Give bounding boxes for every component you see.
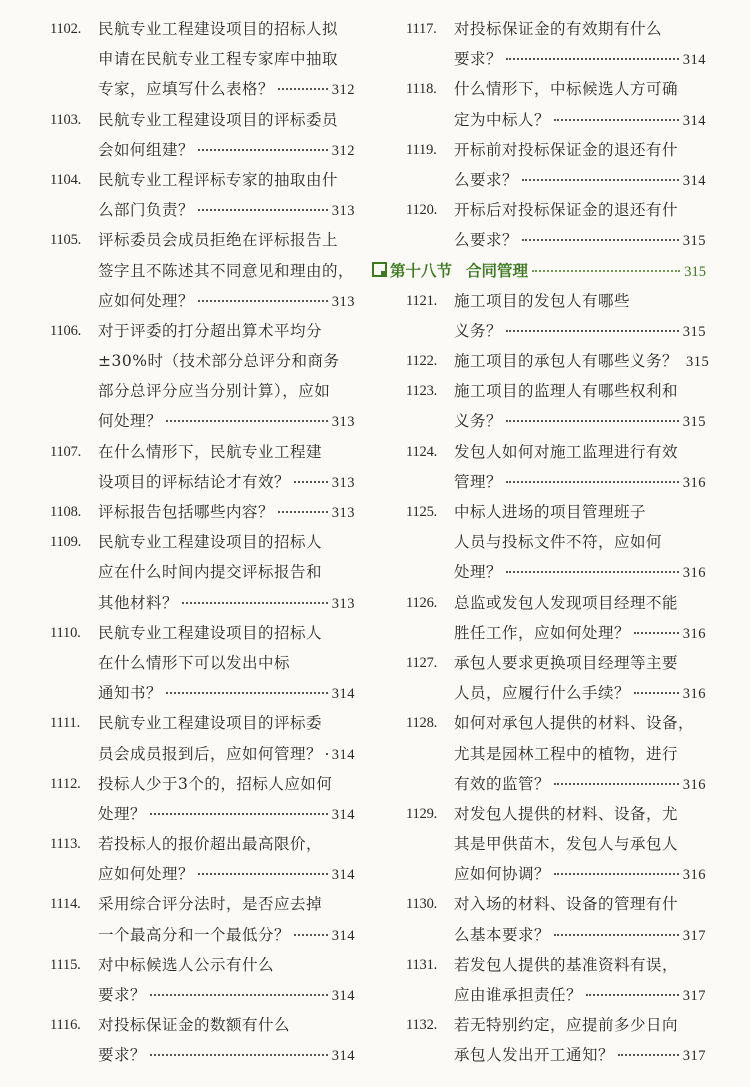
leader-dots <box>278 511 328 513</box>
toc-entry[interactable] <box>406 648 706 708</box>
toc-entry[interactable] <box>50 769 355 829</box>
leader-dots <box>522 239 679 241</box>
leader-dots <box>618 1054 679 1056</box>
entry-line: 对发包人提供的材料、设备，尤 <box>454 804 679 823</box>
toc-entry[interactable] <box>406 376 706 436</box>
entry-line: 对中标候选人公示有什么 <box>98 955 275 974</box>
entry-line <box>454 225 706 255</box>
entry-number: 1111. <box>50 715 81 732</box>
entry-line <box>98 195 355 225</box>
entry-text: 要求？ <box>98 1046 147 1065</box>
entry-body <box>454 346 710 376</box>
toc-entry[interactable] <box>50 105 355 165</box>
page-number: 313 <box>331 595 355 612</box>
entry-number: 1106. <box>50 322 82 339</box>
entry-text: 处理？ <box>98 804 147 823</box>
entry-line: 发包人如何对施工监理进行有效 <box>454 442 679 461</box>
entry-line <box>98 739 355 769</box>
toc-entry[interactable] <box>50 437 355 497</box>
page-number: 314 <box>331 686 355 703</box>
entry-line <box>454 467 706 497</box>
toc-entry[interactable] <box>406 708 706 799</box>
entry-number: 1108. <box>50 504 82 520</box>
toc-entry[interactable] <box>406 588 706 648</box>
entry-text: 应如何协调？ <box>454 865 551 884</box>
entry-text: 员会成员报到后，应如何管理？ <box>98 744 323 763</box>
toc-entry[interactable] <box>50 1010 355 1070</box>
entry-body <box>454 195 706 255</box>
leader-dots <box>532 270 680 272</box>
entry-number: 1128. <box>406 715 438 732</box>
entry-line: 如何对承包人提供的材料、设备， <box>454 714 695 733</box>
entry-line <box>98 135 355 165</box>
page-number: 314 <box>331 746 355 763</box>
entry-number: 1114. <box>50 896 81 913</box>
entry-line: 开标后对投标保证金的退还有什 <box>454 201 679 220</box>
page-number: 315 <box>686 354 710 371</box>
entry-line: 部分总评分应当分别计算），应如 <box>98 382 331 401</box>
toc-entry[interactable] <box>50 14 355 105</box>
toc-entry[interactable] <box>50 497 355 527</box>
page-number: 315 <box>682 323 706 340</box>
entry-body <box>98 618 355 709</box>
entry-text: 应如何处理？ <box>98 291 195 310</box>
leader-dots <box>166 420 328 422</box>
page-number: 313 <box>331 414 355 431</box>
entry-line <box>454 618 706 648</box>
page-number: 314 <box>682 52 706 69</box>
entry-line <box>98 678 355 708</box>
entry-line <box>98 74 355 104</box>
entry-line <box>454 165 706 195</box>
entry-number: 1122. <box>406 353 438 370</box>
leader-dots <box>182 602 328 604</box>
entry-line: 总监或发包人发现项目经理不能 <box>454 593 679 612</box>
leader-dots <box>634 692 679 694</box>
leader-dots <box>554 873 679 875</box>
leader-dots <box>198 209 328 211</box>
entry-number: 1119. <box>406 141 437 158</box>
entry-line: 承包人要求更换项目经理等主要 <box>454 653 679 672</box>
entry-line: 在什么情形下，民航专业工程建 <box>98 442 323 461</box>
page-number: 312 <box>331 82 355 99</box>
entry-body <box>98 950 355 1010</box>
section-label: 第十八节 <box>390 260 453 280</box>
page-number: 314 <box>331 927 355 944</box>
entry-number: 1107. <box>50 443 82 460</box>
toc-entry[interactable] <box>50 829 355 889</box>
entry-body <box>98 1010 355 1070</box>
page-number: 316 <box>682 776 706 793</box>
entry-line <box>98 406 355 436</box>
section-title: 合同管理 <box>466 260 529 280</box>
toc-column-right <box>390 14 710 1071</box>
entry-body <box>98 527 355 618</box>
entry-line: 在什么情形下可以发出中标 <box>98 653 291 672</box>
entry-line: 其是甲供苗木，发包人与承包人 <box>454 835 679 854</box>
entry-text: 处理？ <box>454 563 503 582</box>
page-number: 316 <box>682 625 706 642</box>
entry-number: 1113. <box>50 836 81 853</box>
entry-line: 对于评委的打分超出算术平均分 <box>98 321 323 340</box>
page-number: 315 <box>682 414 706 431</box>
entry-body <box>454 437 706 497</box>
entry-number: 1132. <box>406 1017 438 1034</box>
entry-number: 1103. <box>50 111 82 128</box>
leader-dots <box>554 934 679 936</box>
entry-line: 尤其是园林工程中的植物，进行 <box>454 744 679 763</box>
entry-body <box>98 769 355 829</box>
entry-line <box>98 467 355 497</box>
entry-text: 管理？ <box>454 472 503 491</box>
toc-entry[interactable] <box>406 437 706 497</box>
toc-entry[interactable] <box>406 14 706 74</box>
page-number: 316 <box>682 867 706 884</box>
entry-body <box>454 74 706 134</box>
entry-line: 若投标人的报价超出最高限价， <box>98 835 323 854</box>
leader-dots <box>634 632 679 634</box>
entry-line <box>454 406 706 436</box>
entry-text: 么要求？ <box>454 231 519 250</box>
entry-text: 胜任工作，应如何处理？ <box>454 623 631 642</box>
leader-dots <box>522 179 679 181</box>
leader-dots <box>198 873 328 875</box>
entry-line: 民航专业工程建设项目的招标人 <box>98 623 323 642</box>
entry-body <box>454 497 706 588</box>
entry-body <box>98 14 355 105</box>
entry-number: 1115. <box>50 956 81 973</box>
entry-line: 人员与投标文件不符，应如何 <box>454 533 663 552</box>
page-number: 313 <box>331 203 355 220</box>
toc-entry[interactable] <box>406 889 706 949</box>
entry-line <box>454 105 706 135</box>
entry-body <box>98 889 355 949</box>
entry-body <box>98 829 355 889</box>
entry-body <box>454 376 706 436</box>
toc-entry[interactable] <box>406 195 706 255</box>
entry-line: ±30%时（技术部分总评分和商务 <box>98 352 340 371</box>
entry-number: 1120. <box>406 202 438 219</box>
toc-entry[interactable] <box>50 708 355 768</box>
entry-body <box>454 889 706 949</box>
entry-body <box>454 135 706 195</box>
entry-text: 定为中标人？ <box>454 110 551 129</box>
entry-line <box>98 286 355 316</box>
entry-text: 施工项目的承包人有哪些义务？ <box>454 352 679 371</box>
entry-line: 中标人进场的项目管理班子 <box>454 503 647 522</box>
toc-entry[interactable] <box>50 165 355 225</box>
toc-entry[interactable] <box>406 286 706 346</box>
entry-line <box>454 44 706 74</box>
entry-text: 评标报告包括哪些内容？ <box>98 503 275 521</box>
entry-text: 专家，应填写什么表格？ <box>98 80 275 99</box>
entry-number: 1116. <box>50 1017 81 1034</box>
leader-dots <box>294 934 328 936</box>
entry-text: 应如何处理？ <box>98 865 195 884</box>
leader-dots <box>506 571 679 573</box>
page-number: 316 <box>682 686 706 703</box>
entry-line <box>454 678 706 708</box>
entry-line: 施工项目的监理人有哪些权利和 <box>454 382 679 401</box>
leader-dots <box>586 994 679 996</box>
entry-line <box>454 557 706 587</box>
entry-number: 1110. <box>50 624 81 641</box>
entry-text: 人员，应履行什么手续？ <box>454 684 631 703</box>
leader-dots <box>294 481 328 483</box>
toc-entry[interactable] <box>406 950 706 1010</box>
entry-number: 1102. <box>50 21 82 37</box>
entry-body <box>454 950 706 1010</box>
toc-entry[interactable] <box>406 799 706 890</box>
entry-body <box>98 497 355 527</box>
entry-line <box>454 980 706 1010</box>
leader-dots <box>150 994 328 996</box>
leader-dots <box>326 753 328 755</box>
entry-number: 1130. <box>406 896 438 913</box>
page-number: 313 <box>331 293 355 310</box>
page-number: 317 <box>682 927 706 944</box>
entry-number: 1117. <box>406 21 437 37</box>
page-number: 314 <box>331 1048 355 1065</box>
entry-number: 1112. <box>50 775 81 792</box>
entry-line <box>454 859 706 889</box>
entry-number: 1105. <box>50 232 82 249</box>
page-number: 312 <box>331 142 355 159</box>
entry-number: 1126. <box>406 594 438 611</box>
leader-dots <box>554 783 679 785</box>
entry-body <box>98 708 355 768</box>
entry-text: 会如何组建？ <box>98 140 195 159</box>
entry-line <box>98 980 355 1010</box>
leader-dots <box>198 149 328 151</box>
page-number: 314 <box>682 112 706 129</box>
entry-line: 民航专业工程建设项目的招标人 <box>98 533 323 552</box>
entry-line: 民航专业工程建设项目的评标委员 <box>98 110 339 129</box>
page-number: 315 <box>682 233 706 250</box>
entry-line <box>98 920 355 950</box>
toc-entry[interactable] <box>50 950 355 1010</box>
entry-line: 采用综合评分法时，是否应去掉 <box>98 895 323 914</box>
entry-body <box>454 286 706 346</box>
entry-number: 1109. <box>50 534 82 551</box>
entry-line: 投标人少于3个的，招标人应如何 <box>98 774 333 793</box>
entry-line: 应在什么时间内提交评标报告和 <box>98 563 323 582</box>
entry-line: 施工项目的发包人有哪些 <box>454 291 631 310</box>
entry-line: 对投标保证金的数额有什么 <box>98 1016 291 1035</box>
entry-number: 1104. <box>50 171 82 188</box>
entry-number: 1127. <box>406 654 438 671</box>
entry-body <box>454 588 706 648</box>
entry-number: 1124. <box>406 443 438 460</box>
entry-line: 申请在民航专业工程专家库中抽取 <box>98 50 339 69</box>
page-number: 314 <box>331 867 355 884</box>
leader-dots <box>506 420 679 422</box>
entry-line <box>454 346 710 376</box>
entry-text: 要求？ <box>454 50 503 69</box>
page-number: 314 <box>682 172 706 189</box>
entry-text: 设项目的评标结论才有效？ <box>98 472 291 491</box>
entry-number: 1118. <box>406 81 437 98</box>
leader-dots <box>554 119 679 121</box>
leader-dots <box>150 813 328 815</box>
entry-line <box>98 859 355 889</box>
entry-line: 什么情形下，中标候选人方可确 <box>454 80 679 99</box>
section-page-number: 315 <box>684 263 706 280</box>
section-heading[interactable] <box>372 256 706 286</box>
page-number: 313 <box>331 474 355 491</box>
section-marker-icon <box>372 262 387 277</box>
toc-entry[interactable] <box>50 225 355 316</box>
entry-text: 有效的监管？ <box>454 774 551 793</box>
page-number: 316 <box>682 565 706 582</box>
entry-text: 应由谁承担责任？ <box>454 986 583 1005</box>
entry-text: 通知书？ <box>98 684 163 703</box>
page-number: 313 <box>331 505 355 521</box>
entry-line <box>98 588 355 618</box>
toc-entry[interactable] <box>406 135 706 195</box>
entry-body <box>98 165 355 225</box>
leader-dots <box>506 481 679 483</box>
entry-line <box>454 920 706 950</box>
entry-line: 对入场的材料、设备的管理有什 <box>454 895 679 914</box>
toc-entry[interactable] <box>50 889 355 949</box>
entry-line: 开标前对投标保证金的退还有什 <box>454 140 679 159</box>
leader-dots <box>150 1054 328 1056</box>
toc-entry[interactable] <box>50 527 355 618</box>
leader-dots <box>166 692 328 694</box>
entry-line <box>454 1040 706 1070</box>
entry-number: 1123. <box>406 383 438 400</box>
leader-dots <box>278 88 328 90</box>
toc-entry[interactable] <box>50 618 355 709</box>
entry-body <box>454 648 706 708</box>
entry-line: 民航专业工程建设项目的评标委 <box>98 714 323 733</box>
page-number: 317 <box>682 1048 706 1065</box>
entry-line: 对投标保证金的有效期有什么 <box>454 20 663 38</box>
toc-entry[interactable] <box>50 316 355 437</box>
entry-body <box>98 225 355 316</box>
toc-entry[interactable] <box>406 1010 706 1070</box>
entry-body <box>454 799 706 890</box>
entry-text: 义务？ <box>454 321 503 340</box>
toc-entry[interactable] <box>406 74 706 134</box>
entry-body <box>98 316 355 437</box>
entry-number: 1121. <box>406 292 438 309</box>
entry-text: 承包人发出开工通知？ <box>454 1046 615 1065</box>
entry-text: 要求？ <box>98 986 147 1005</box>
leader-dots <box>506 330 679 332</box>
entry-text: 么要求？ <box>454 170 519 189</box>
page-number: 314 <box>331 988 355 1005</box>
entry-line: 若无特别约定，应提前多少日向 <box>454 1016 679 1035</box>
entry-line: 评标委员会成员拒绝在评标报告上 <box>98 231 339 250</box>
entry-line <box>98 1040 355 1070</box>
toc-entry[interactable] <box>406 346 710 376</box>
entry-body <box>454 1010 706 1070</box>
entry-text: 一个最高分和一个最低分？ <box>98 925 291 944</box>
entry-line <box>98 799 355 829</box>
page-number: 316 <box>682 474 706 491</box>
entry-body <box>454 14 706 74</box>
entry-text: 其他材料？ <box>98 593 179 612</box>
entry-line: 民航专业工程评标专家的抽取由什 <box>98 170 339 189</box>
toc-entry[interactable] <box>406 497 706 588</box>
entry-number: 1129. <box>406 805 438 822</box>
entry-body <box>98 437 355 497</box>
page-number: 317 <box>682 988 706 1005</box>
entry-body <box>98 105 355 165</box>
entry-text: 义务？ <box>454 412 503 431</box>
entry-text: 么基本要求？ <box>454 925 551 944</box>
toc-column-left <box>50 14 355 1071</box>
entry-line <box>454 769 706 799</box>
entry-body <box>454 708 706 799</box>
entry-line: 若发包人提供的基准资料有误， <box>454 955 679 974</box>
entry-number: 1131. <box>406 956 438 973</box>
page-number: 314 <box>331 806 355 823</box>
entry-line: 签字且不陈述其不同意见和理由的， <box>98 261 355 280</box>
entry-line: 民航专业工程建设项目的招标人拟 <box>98 20 339 38</box>
entry-number: 1125. <box>406 504 438 521</box>
entry-text: 么部门负责？ <box>98 201 195 220</box>
entry-line <box>98 497 355 527</box>
entry-text: 何处理？ <box>98 412 163 431</box>
entry-line <box>454 316 706 346</box>
leader-dots <box>198 300 328 302</box>
leader-dots <box>506 58 679 60</box>
